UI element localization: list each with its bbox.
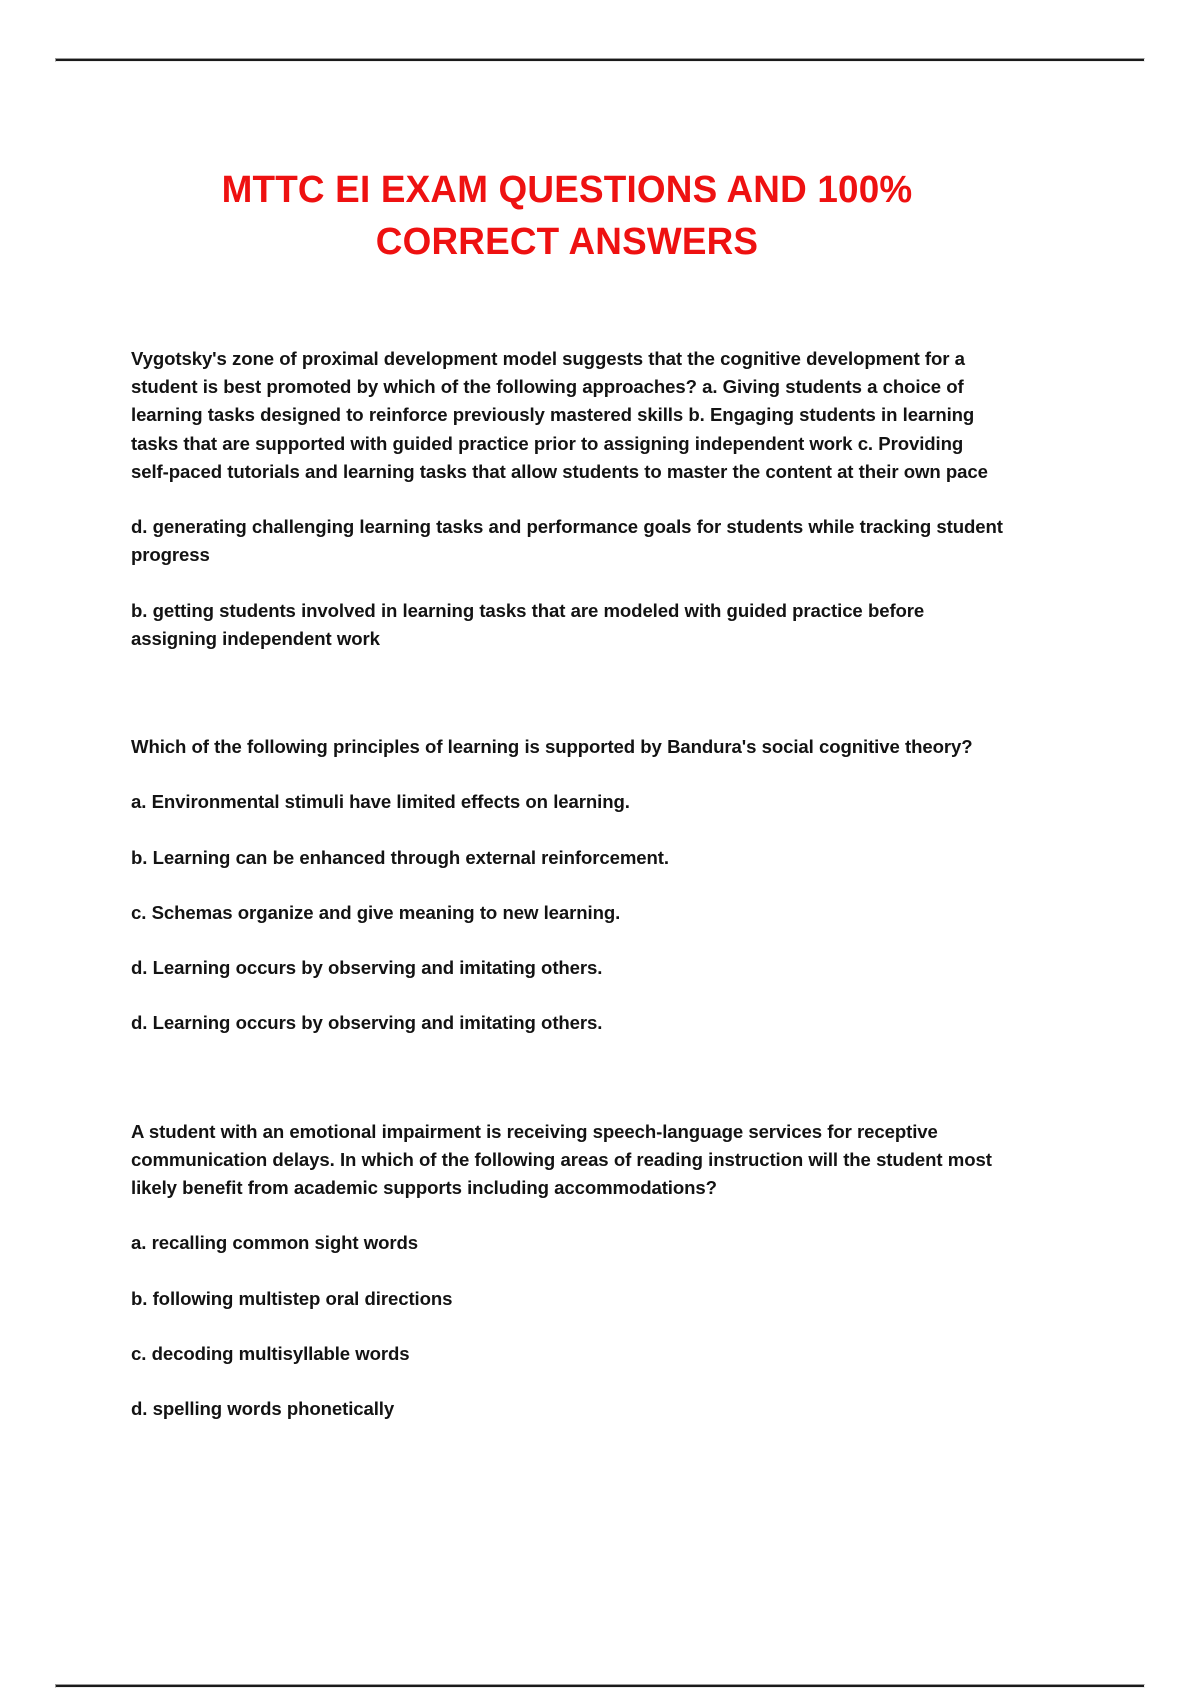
spacer — [131, 872, 1003, 899]
spacer — [131, 927, 1003, 954]
spacer — [131, 1313, 1003, 1340]
spacer — [131, 486, 1003, 513]
question-3-option-b[interactable]: b. following multistep oral directions — [131, 1287, 453, 1309]
spacer — [131, 761, 1003, 788]
spacer — [131, 269, 1003, 345]
question-2-answer: d. Learning occurs by observing and imitating others. — [131, 1012, 603, 1034]
question-2-option-d[interactable]: d. Learning occurs by observing and imitating others. — [131, 957, 603, 979]
question-block-1 — [131, 345, 1003, 653]
question-2-option-b[interactable]: b. Learning can be enhanced through external reinforcement. — [131, 846, 669, 868]
document-content — [131, 164, 1003, 1423]
spacer — [131, 570, 1003, 597]
page-top-rule — [55, 58, 1145, 62]
spacer — [131, 982, 1003, 1009]
page-bottom-rule — [55, 1684, 1145, 1688]
question-3-option-c[interactable]: c. decoding multisyllable words — [131, 1342, 410, 1364]
spacer — [131, 1368, 1003, 1395]
question-1-answer: b. getting students involved in learning tasks that are modeled with guided practice before assigning independent work — [131, 599, 925, 649]
question-2-option-c[interactable]: c. Schemas organize and give meaning to new learning. — [131, 901, 621, 923]
question-block-3 — [131, 1118, 1003, 1424]
question-3-option-d[interactable]: d. spelling words phonetically — [131, 1398, 395, 1420]
question-2-prompt: Which of the following principles of learning is supported by Bandura's social cognitive theory? — [131, 736, 973, 758]
spacer — [131, 1038, 1003, 1118]
spacer — [131, 817, 1003, 844]
spacer — [131, 1202, 1003, 1229]
question-2-option-a[interactable]: a. Environmental stimuli have limited effects on learning. — [131, 791, 630, 813]
question-3-prompt: A student with an emotional impairment is receiving speech-language services for receptive communication delays. In which of the following areas of reading instruction will the student most likely benefit from academic supports including accommodations? — [131, 1120, 992, 1199]
spacer — [131, 653, 1003, 733]
question-1-option-d[interactable]: d. generating challenging learning tasks and performance goals for students while tracking student progress — [131, 516, 1003, 566]
question-3-option-a[interactable]: a. recalling common sight words — [131, 1232, 418, 1254]
question-block-2 — [131, 733, 1003, 1038]
page-title: MTTC EI EXAM QUESTIONS AND 100% CORRECT ANSWERS — [221, 169, 913, 264]
question-1-prompt: Vygotsky's zone of proximal development model suggests that the cognitive development for a student is best promoted by which of the following approaches? a. Giving students a choice of learning tasks designed to reinforce previously mastered skills b. Engaging students in learning tasks that are supported with guided practice prior to assigning independent work c. Providing self-paced tutorials and learning tasks that allow students to master the content at their own pace — [131, 347, 988, 482]
spacer — [131, 1258, 1003, 1285]
